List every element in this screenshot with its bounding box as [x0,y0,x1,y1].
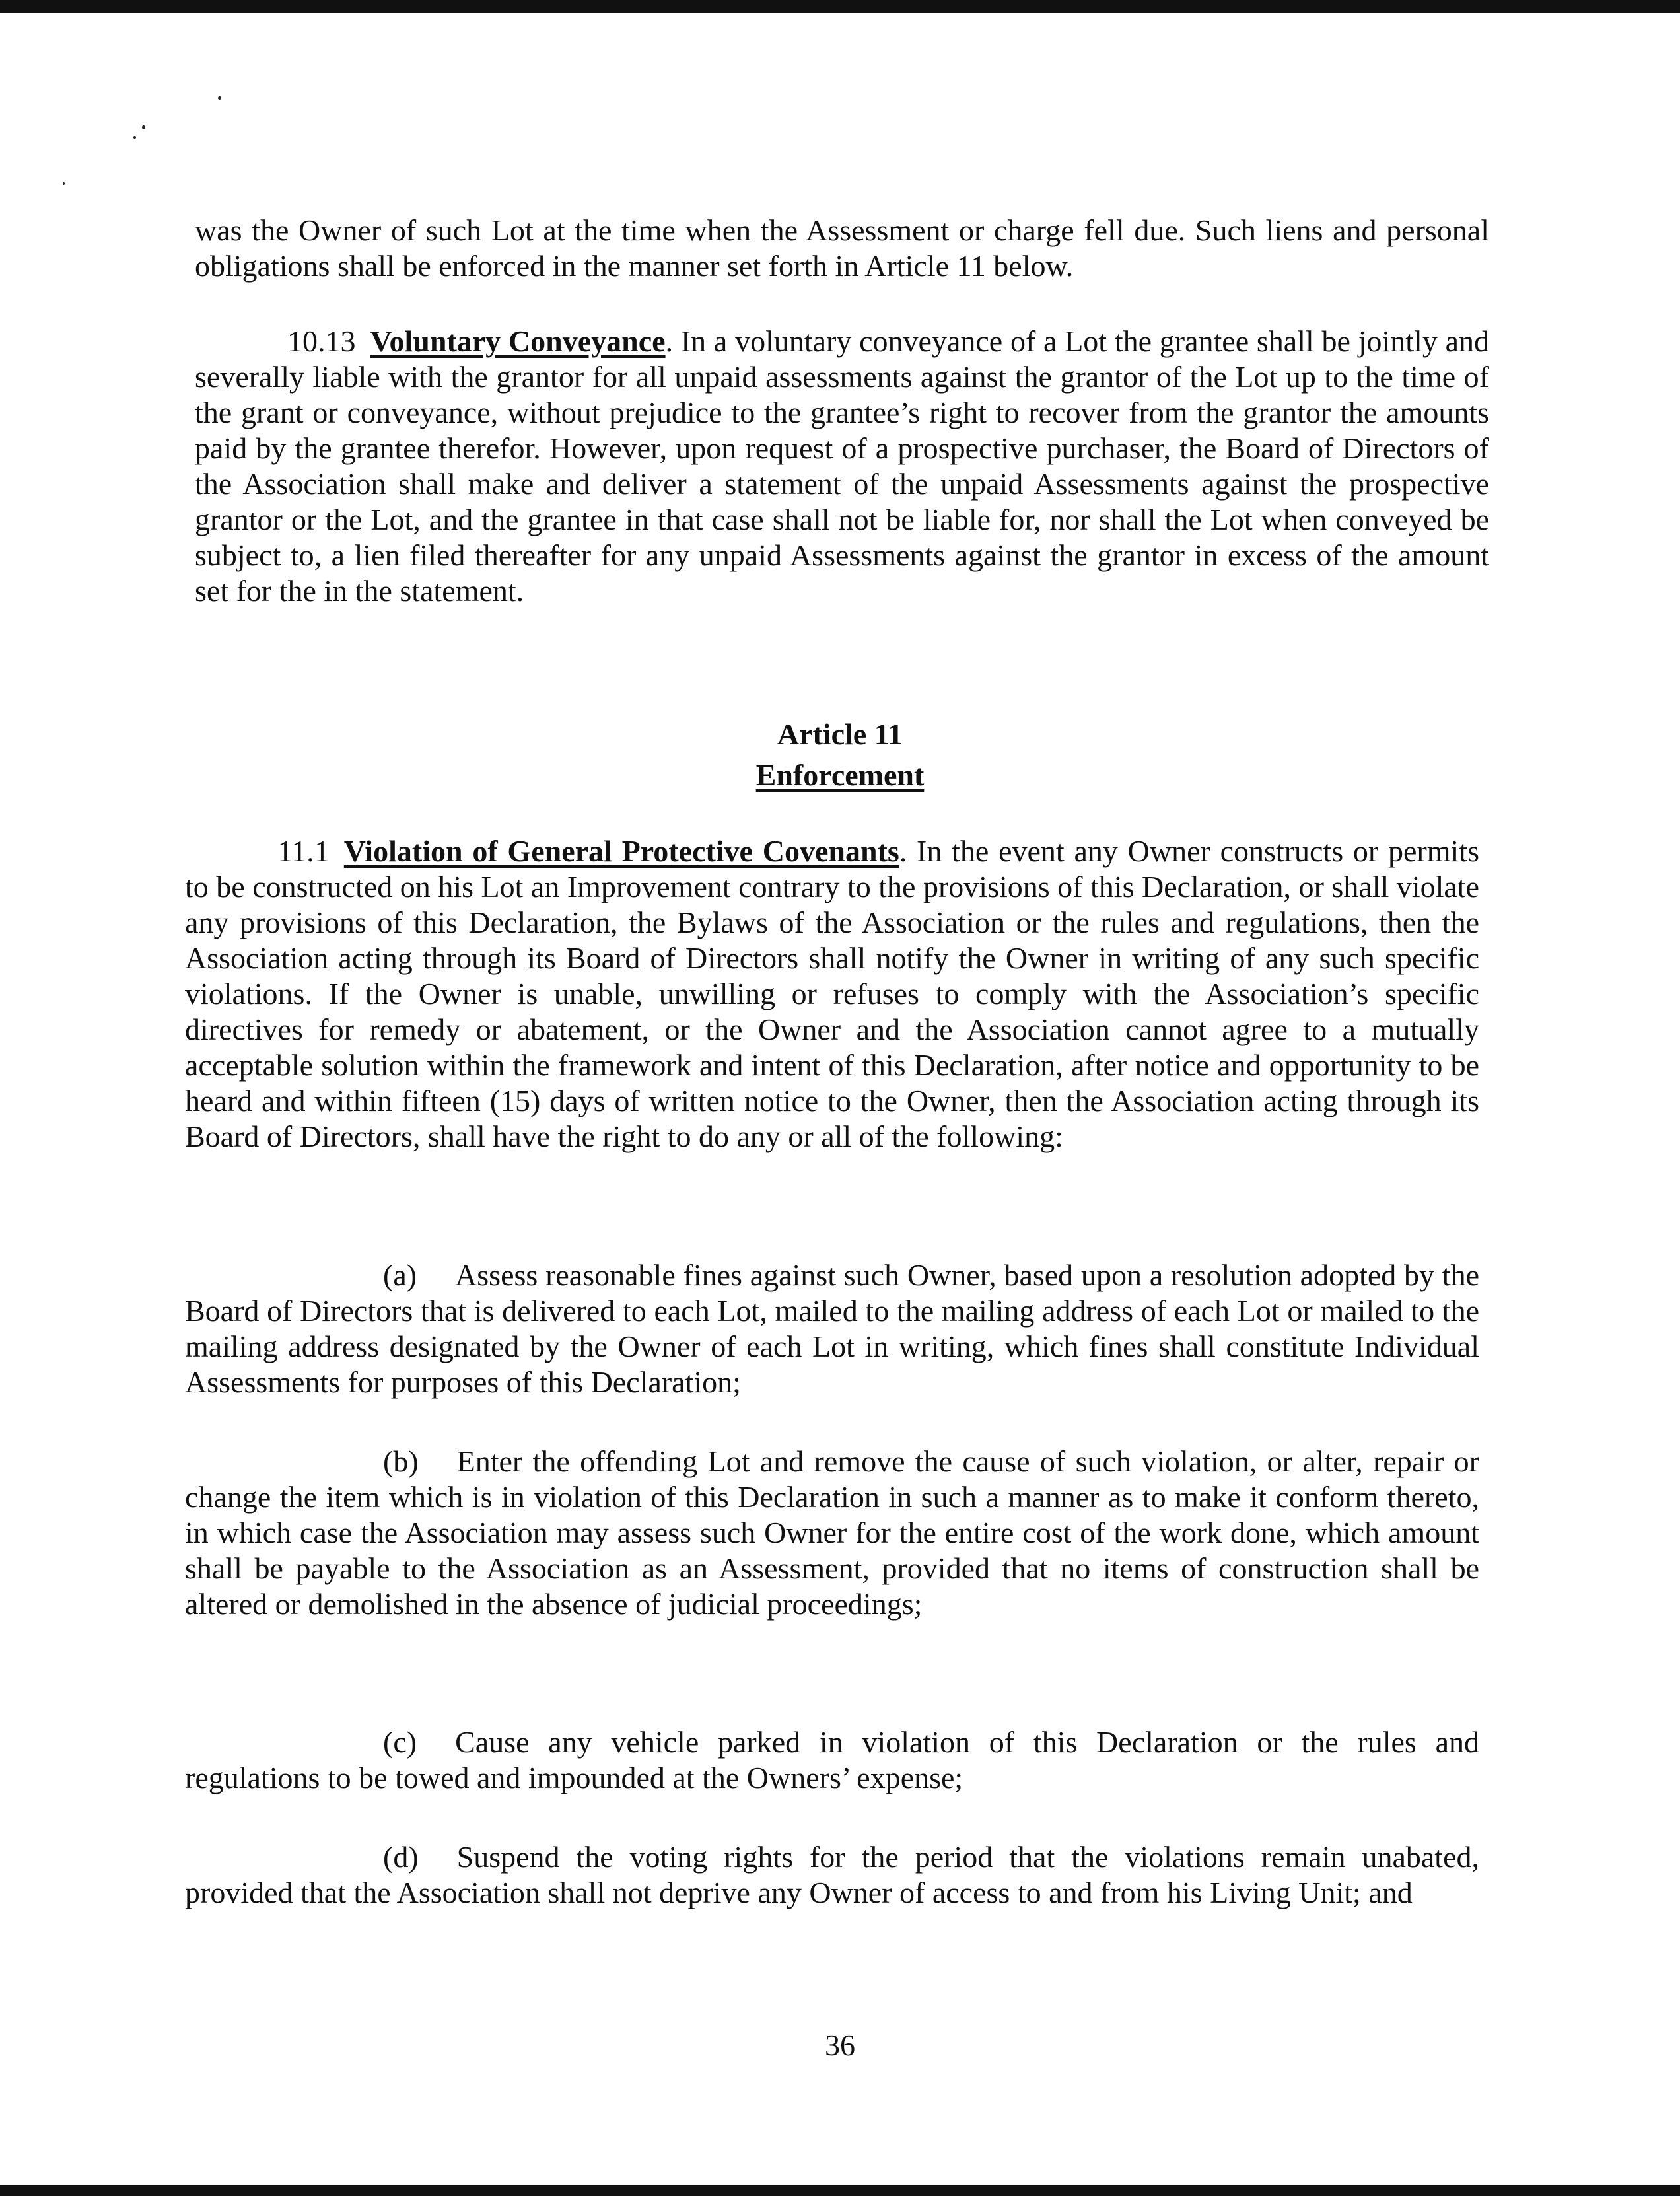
scan-speck [63,182,65,185]
section-body: . In the event any Owner constructs or permits to be constructed on his Lot an Improvement contrary to the provisions of this Declaration, or shall violate any provisions of this Declaration, the Bylaws of the Association or the rules and regulations, then the Association acting through its Board of Directors shall notify the Owner in writing of any such specific violations. If the Owner is unable, unwilling or refuses to comply with the Association’s specific directives for remedy or abatement, or the Owner and the Association cannot agree to a mutually acceptable solution within the framework and intent of this Declaration, after notice and opportunity to be heard and within fifteen (15) days of written notice to the Owner, then the Association acting through its Board of Directors, shall have the right to do any or all of the following: [185,834,1479,1153]
list-item-a [185,1257,1479,1400]
section-11-1-paragraph [185,833,1479,1154]
list-item-label: (a) [383,1258,417,1292]
scan-speck [133,136,136,139]
list-item-b [185,1444,1479,1622]
scan-top-border [0,0,1680,13]
scan-speck [218,96,221,100]
scan-speck [142,125,145,129]
section-number: 10.13 [287,324,356,358]
section-heading: Voluntary Conveyance [370,324,666,358]
article-title: Enforcement [755,758,925,792]
section-number: 11.1 [277,834,330,868]
article-number: Article 11 [777,717,903,751]
list-item-c [185,1724,1479,1796]
scan-bottom-border [0,2185,1680,2196]
list-item-label: (c) [383,1725,417,1759]
list-item-text: Suspend the voting rights for the period that the violations remain unabated, provided that the Association shall not deprive any Owner of access to and from his Living Unit; and [185,1840,1479,1909]
section-body: . In a voluntary conveyance of a Lot the grantee shall be jointly and severally liable with the grantor for all unpaid assessments against the grantor of the Lot up to the time of the grant or conveyance, without prejudice to the grantee’s right to recover from the grantor the amounts paid by the grantee therefor. However, upon request of a prospective purchaser, the Board of Directors of the Association shall make and deliver a statement of the unpaid Assessments against the prospective grantor or the Lot, and the grantee in that case shall not be liable for, nor shall the Lot when conveyed be subject to, a lien filed thereafter for any unpaid Assessments against the grantor in excess of the amount set for the in the statement. [195,324,1489,608]
section-10-13-paragraph [195,324,1489,609]
continuation-paragraph: was the Owner of such Lot at the time when the Assessment or charge fell due. Such liens and personal obligations shall be enforced in the manner set forth in Article 11 below. [195,213,1489,283]
list-item-label: (d) [383,1840,419,1874]
list-item-text: Assess reasonable fines against such Owner, based upon a resolution adopted by the Board of Directors that is delivered to each Lot, mailed to the mailing address of each Lot or mailed to the mailing address designated by the Owner of each Lot in writing, which fines shall constitute Individual Assessments for purposes of this Declaration; [185,1258,1479,1399]
section-heading: Violation of General Protective Covenants [343,834,899,868]
list-item-text: Enter the offending Lot and remove the cause of such violation, or alter, repair or change the item which is in violation of this Declaration in such a manner as to make it conform thereto, in which case the Association may assess such Owner for the entire cost of the work done, which amount shall be payable to the Association as an Assessment, provided that no items of construction shall be altered or demolished in the absence of judicial proceedings; [185,1444,1479,1621]
list-item-d [185,1839,1479,1911]
page-number: 36 [825,2028,855,2062]
list-item-text: Cause any vehicle parked in violation of this Declaration or the rules and regulations to be towed and impounded at the Owners’ expense; [185,1725,1479,1794]
list-item-label: (b) [383,1444,419,1478]
